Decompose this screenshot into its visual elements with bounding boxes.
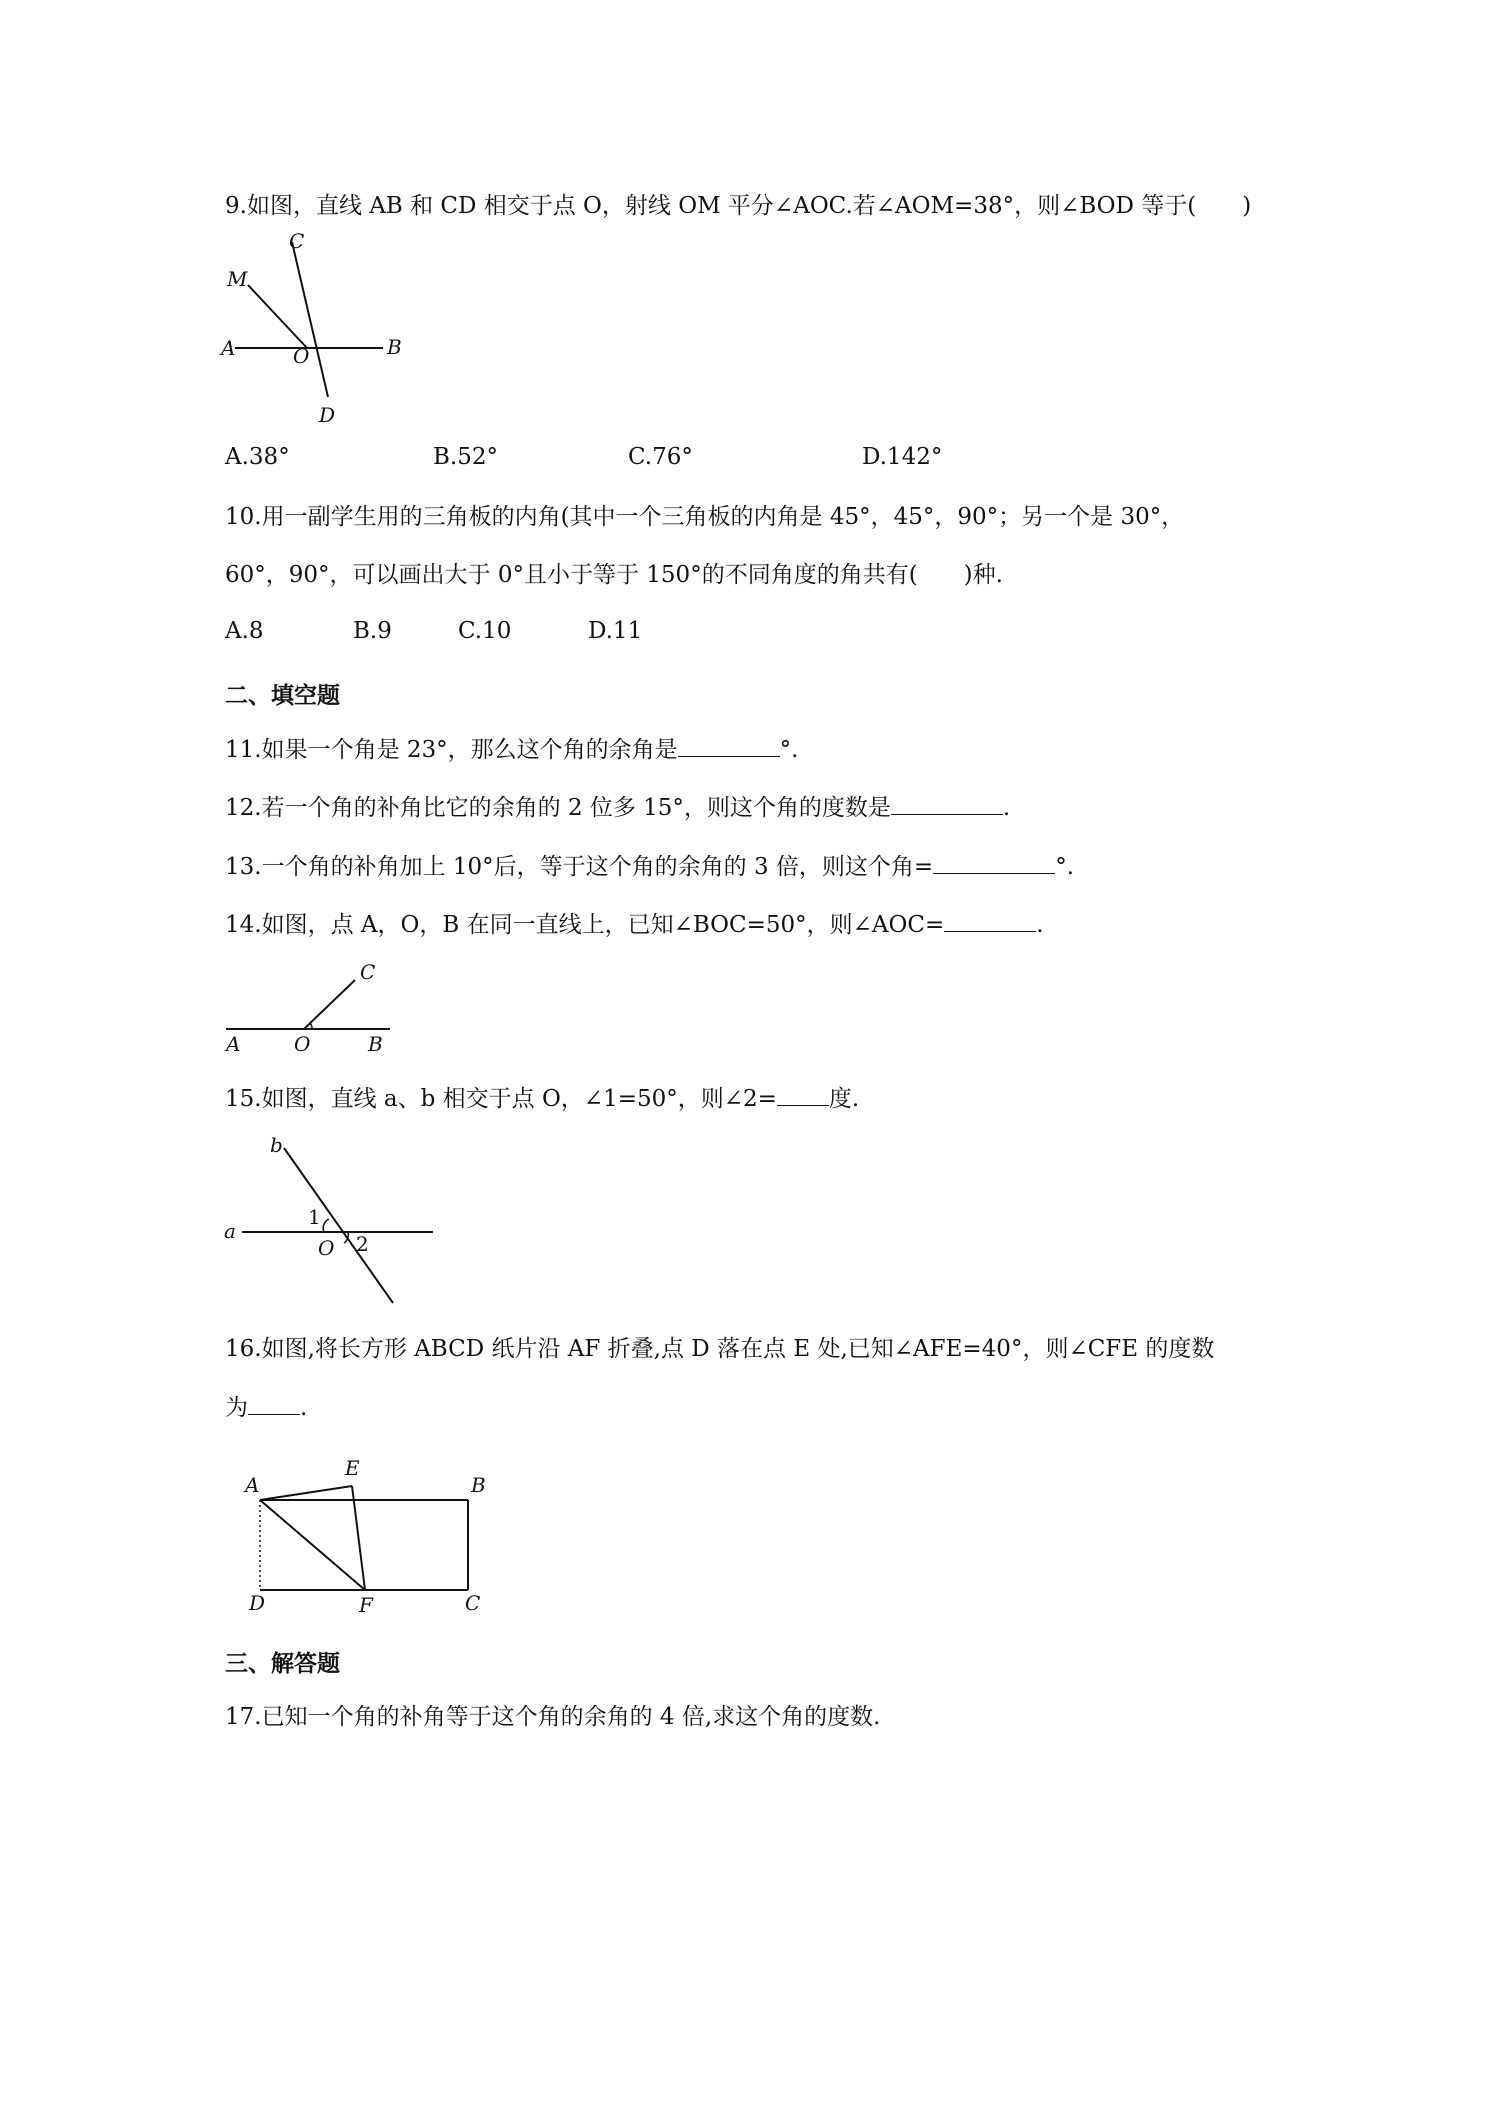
q16-line1: 16.如图,将长方形 ABCD 纸片沿 AF 折叠,点 D 落在点 E 处,已知∠AFE=40°，则∠CFE 的度数 (225, 1336, 1215, 1362)
label-b: b (270, 1133, 283, 1157)
label-e: E (345, 1456, 360, 1480)
label-d: D (319, 403, 336, 427)
edge-ae (260, 1486, 352, 1500)
line-cd (292, 242, 328, 397)
label-1: 1 (308, 1205, 321, 1229)
fold-af (260, 1500, 365, 1590)
q14-blank (944, 909, 1036, 932)
q9-option-d: D.142° (862, 444, 943, 470)
q10-option-b: B.9 (353, 618, 392, 644)
label-2: 2 (356, 1232, 369, 1256)
section-solve-heading: 三、解答题 (225, 1651, 340, 1677)
q15-text (225, 1083, 859, 1114)
q9-text: 9.如图，直线 AB 和 CD 相交于点 O，射线 OM 平分∠AOC.若∠AOM=38°，则∠BOD 等于( ) (225, 193, 1252, 219)
label-o: O (293, 344, 310, 368)
q16-blank (248, 1392, 300, 1415)
q9-figure (215, 230, 415, 430)
ray-oc (304, 980, 355, 1029)
q15-after: 度. (828, 1086, 860, 1112)
q14-text (225, 909, 1044, 940)
label-m: M (227, 267, 248, 291)
label-b: B (368, 1032, 383, 1056)
q16-line2-before: 为 (225, 1395, 248, 1421)
label-c: C (289, 229, 305, 253)
label-o: O (294, 1032, 311, 1056)
line-b (284, 1148, 393, 1303)
edge-ef (352, 1486, 365, 1590)
q16-figure (235, 1450, 495, 1620)
q11-blank (678, 734, 780, 757)
q14-after: . (1036, 912, 1044, 938)
q15-figure (220, 1133, 440, 1293)
label-c: C (465, 1591, 481, 1615)
q10-option-c: C.10 (458, 618, 512, 644)
ray-om (248, 285, 307, 348)
label-f: F (359, 1593, 373, 1617)
q13-text (225, 851, 1074, 882)
q9-option-c: C.76° (628, 444, 693, 470)
q9-option-a: A.38° (225, 444, 290, 470)
q10-option-d: D.11 (588, 618, 643, 644)
label-b: B (387, 335, 402, 359)
q13-before: 13.一个角的补角加上 10°后，等于这个角的余角的 3 倍，则这个角= (225, 854, 934, 880)
q14-figure (220, 960, 420, 1056)
q12-after: . (1002, 795, 1011, 821)
q13-after: °. (1055, 854, 1074, 880)
q10-option-a: A.8 (225, 618, 264, 644)
angle-1-arc (323, 1219, 329, 1232)
q17-text: 17.已知一个角的补角等于这个角的余角的 4 倍,求这个角的度数. (225, 1704, 881, 1730)
q11-before: 11.如果一个角是 23°，那么这个角的余角是 (225, 737, 678, 763)
q12-text (225, 792, 1010, 823)
q10-line2: 60°，90°，可以画出大于 0°且小于等于 150°的不同角度的角共有( )种. (225, 562, 1003, 588)
q16-line2 (225, 1392, 307, 1423)
label-b: B (471, 1473, 486, 1497)
label-o: O (318, 1236, 335, 1260)
label-c: C (360, 960, 376, 984)
q13-blank (933, 851, 1055, 874)
label-a: A (221, 336, 236, 360)
q10-line1: 10.用一副学生用的三角板的内角(其中一个三角板的内角是 45°，45°，90°；另一个是 30°， (225, 504, 1185, 530)
q11-text (225, 734, 798, 765)
q16-line2-after: . (300, 1395, 308, 1421)
q15-before: 15.如图，直线 a、b 相交于点 O，∠1=50°，则∠2= (225, 1086, 777, 1112)
label-a: a (224, 1219, 236, 1243)
q15-blank (777, 1083, 829, 1106)
label-a: A (245, 1473, 260, 1497)
label-d: D (249, 1591, 266, 1615)
q9-option-b: B.52° (433, 444, 498, 470)
q14-before: 14.如图，点 A，O，B 在同一直线上，已知∠BOC=50°，则∠AOC= (225, 912, 945, 938)
section-fill-in-heading: 二、填空题 (225, 683, 340, 709)
label-a: A (226, 1032, 241, 1056)
q11-after: °. (779, 737, 799, 763)
q12-before: 12.若一个角的补角比它的余角的 2 位多 15°，则这个角的度数是 (225, 795, 891, 821)
q12-blank (891, 792, 1003, 815)
